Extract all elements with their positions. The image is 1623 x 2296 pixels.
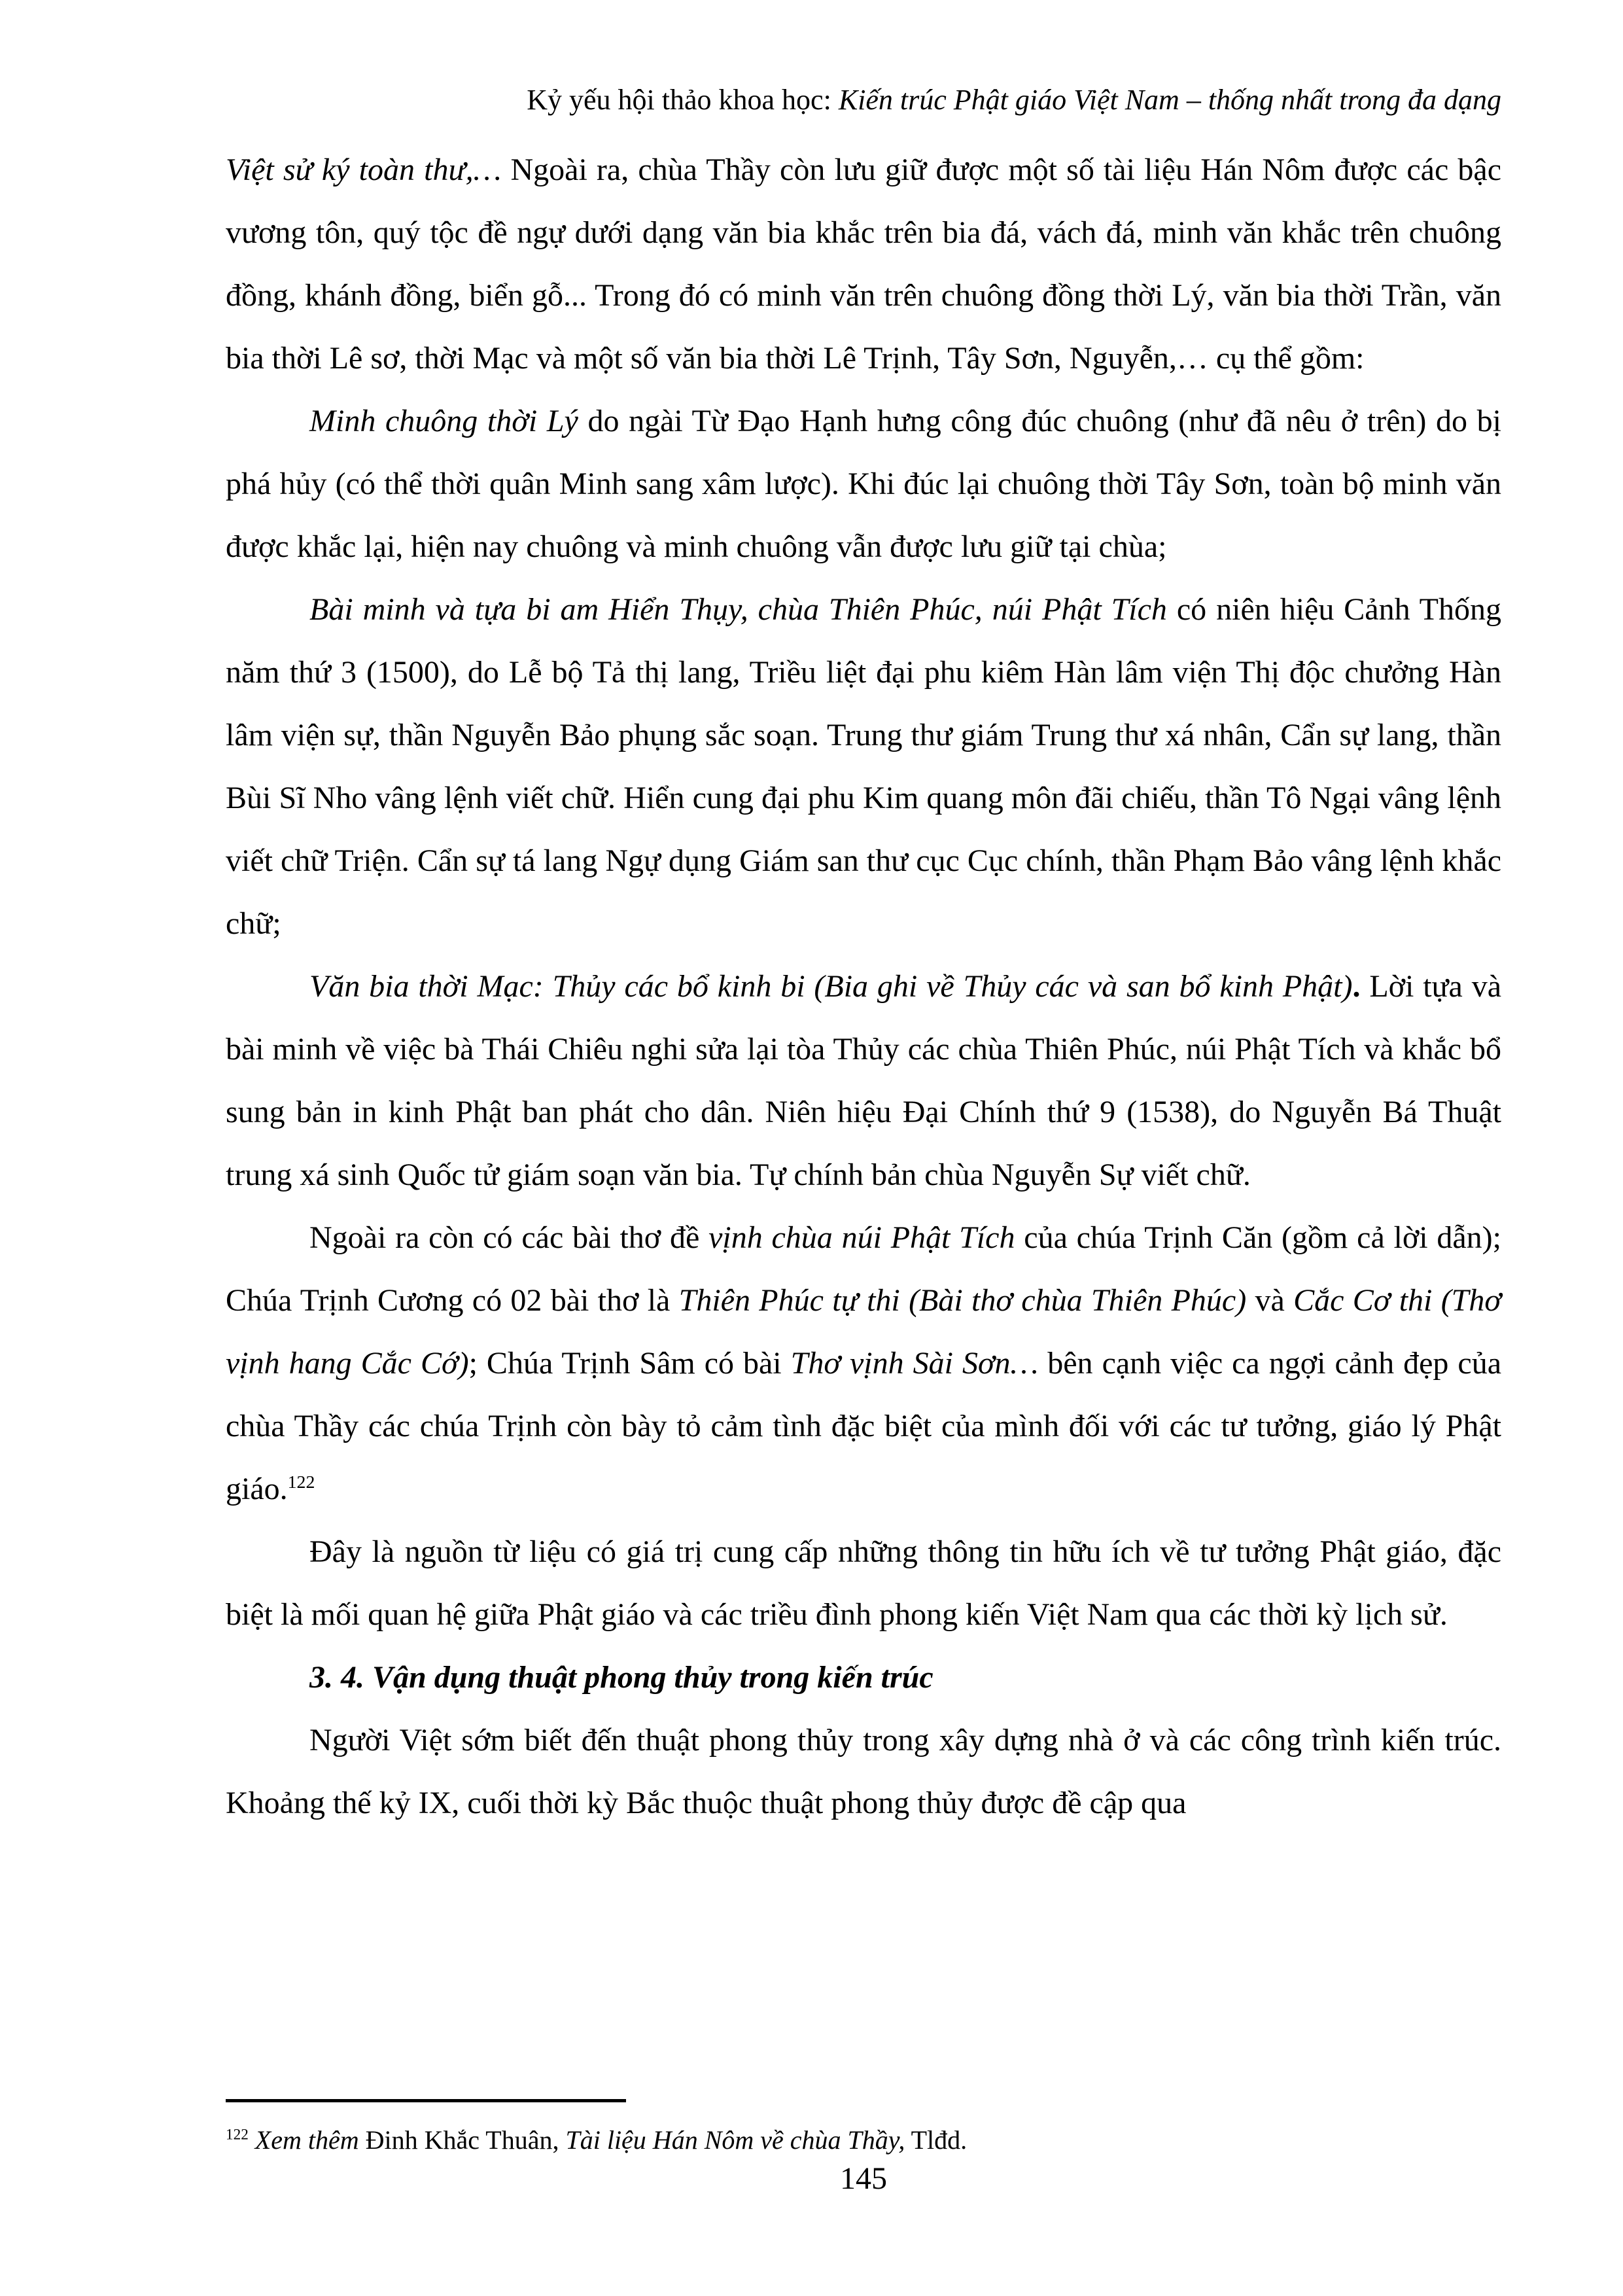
text-run: Thiên Phúc tự thi (Bài thơ chùa Thiên Phúc)	[678, 1283, 1247, 1318]
text-run: và	[1246, 1283, 1294, 1318]
paragraph	[226, 1709, 1501, 1835]
text-run: Kiến trúc Phật giáo Việt Nam – thống nhất trong đa dạng	[838, 84, 1501, 116]
text-run: Lời tựa và bài minh về việc bà Thái Chiêu nghi sửa lại tòa Thủy các chùa Thiên Phúc, núi Phật Tích và khắc bổ sung bản in kinh Phật ban phát cho dân. Niên hiệu Đại Chính thứ 9 (1538), do Nguyễn Bá Thuật trung xá sinh Quốc tử giám soạn văn bia. Tự chính bản chùa Nguyễn Sự viết chữ.	[226, 969, 1502, 1192]
text-run: Tài liệu Hán Nôm về chùa Thầy,	[565, 2125, 905, 2155]
text-run: Kỷ yếu hội thảo khoa học:	[527, 84, 839, 116]
text-run: có niên hiệu Cảnh Thống năm thứ 3 (1500), do Lễ bộ Tả thị lang, Triều liệt đại phu kiêm Hàn lâm viện Thị độc chưởng Hàn lâm viện sự, thần Nguyễn Bảo phụng sắc soạn. Trung thư giám Trung thư xá nhân, Cẩn sự lang, thần Bùi Sĩ Nho vâng lệnh viết chữ. Hiển cung đại phu Kim quang môn đãi chiếu, thần Tô Ngại vâng lệnh viết chữ Triện. Cẩn sự tá lang Ngự dụng Giám san thư cục Cục chính, thần Phạm Bảo vâng lệnh khắc chữ;	[226, 592, 1501, 941]
text-run: Thơ vịnh Sài Sơn…	[790, 1346, 1039, 1381]
body-text	[226, 139, 1501, 1835]
text-run: 3. 4. Vận dụng thuật phong thủy trong kiến trúc	[309, 1660, 934, 1695]
paragraph	[226, 1207, 1501, 1521]
page-number: 145	[840, 2161, 887, 2196]
text-run: của chúa Trịnh Căn (gồm cả lời dẫn); Chúa Trịnh Cương có 02 bài thơ là	[226, 1220, 1501, 1318]
paragraph	[226, 390, 1501, 578]
text-run: Đây là nguồn từ liệu có giá trị cung cấp những thông tin hữu ích về tư tưởng Phật giáo, đặc biệt là mối quan hệ giữa Phật giáo và các triều đình phong kiến Việt Nam qua các thời kỳ lịch sử.	[226, 1534, 1501, 1632]
text-run: Ngoài ra, chùa Thầy còn lưu giữ được một số tài liệu Hán Nôm được các bậc vương tôn, quý tộc đề ngự dưới dạng văn bia khắc trên bia đá, vách đá, minh văn khắc trên chuông đồng, khánh đồng, biển gỗ... Trong đó có minh văn trên chuông đồng thời Lý, văn bia thời Trần, văn bia thời Lê sơ, thời Mạc và một số văn bia thời Lê Trịnh, Tây Sơn, Nguyễn,… cụ thể gồm:	[226, 152, 1502, 376]
paragraph	[226, 578, 1501, 955]
text-run: Việt sử ký toàn thư,…	[226, 152, 502, 187]
footnote-separator-rule	[226, 2099, 626, 2102]
text-run: Bài minh và tựa bi am Hiển Thụy, chùa Thiên Phúc, núi Phật Tích	[309, 592, 1167, 627]
footnote	[226, 2121, 1501, 2159]
paragraph	[226, 955, 1501, 1207]
paragraph	[226, 139, 1501, 390]
text-run: ; Chúa Trịnh Sâm có bài	[468, 1346, 791, 1381]
text-run: Người Việt sớm biết đến thuật phong thủy trong xây dựng nhà ở và các công trình kiến trúc. Khoảng thế kỷ IX, cuối thời kỳ Bắc thuộc thuật phong thủy được đề cập qua	[226, 1723, 1501, 1820]
text-run: Tlđd.	[905, 2125, 968, 2155]
text-run: Cắc Cơ thi (Thơ vịnh hang Cắc Cớ)	[226, 1283, 1501, 1381]
footnote-ref-superscript: 122	[226, 2126, 249, 2144]
text-run: Đinh Khắc Thuân,	[358, 2125, 566, 2155]
text-run: .	[1352, 969, 1361, 1004]
footnote-ref-superscript: 122	[287, 1472, 315, 1492]
running-header	[226, 82, 1501, 118]
text-run: Văn bia thời Mạc: Thủy các bổ kinh bi (Bia ghi về Thủy các và san bổ kinh Phật)	[309, 969, 1353, 1004]
paragraph	[226, 1521, 1501, 1646]
text-run: do ngài Từ Đạo Hạnh hưng công đúc chuông (như đã nêu ở trên) do bị phá hủy (có thể thời quân Minh sang xâm lược). Khi đúc lại chuông thời Tây Sơn, toàn bộ minh văn được khắc lại, hiện nay chuông và minh chuông vẫn được lưu giữ tại chùa;	[226, 404, 1501, 564]
text-run: vịnh chùa núi Phật Tích	[708, 1220, 1015, 1255]
section-heading	[226, 1646, 1501, 1709]
text-run: bên cạnh việc ca ngợi cảnh đẹp của chùa Thầy các chúa Trịnh còn bày tỏ cảm tình đặc biệt của mình đối với các tư tưởng, giáo lý Phật giáo.	[226, 1346, 1501, 1506]
text-run: Minh chuông thời Lý	[309, 404, 578, 438]
text-run: Ngoài ra còn có các bài thơ đề	[309, 1220, 709, 1255]
text-run: Xem thêm	[248, 2125, 359, 2155]
